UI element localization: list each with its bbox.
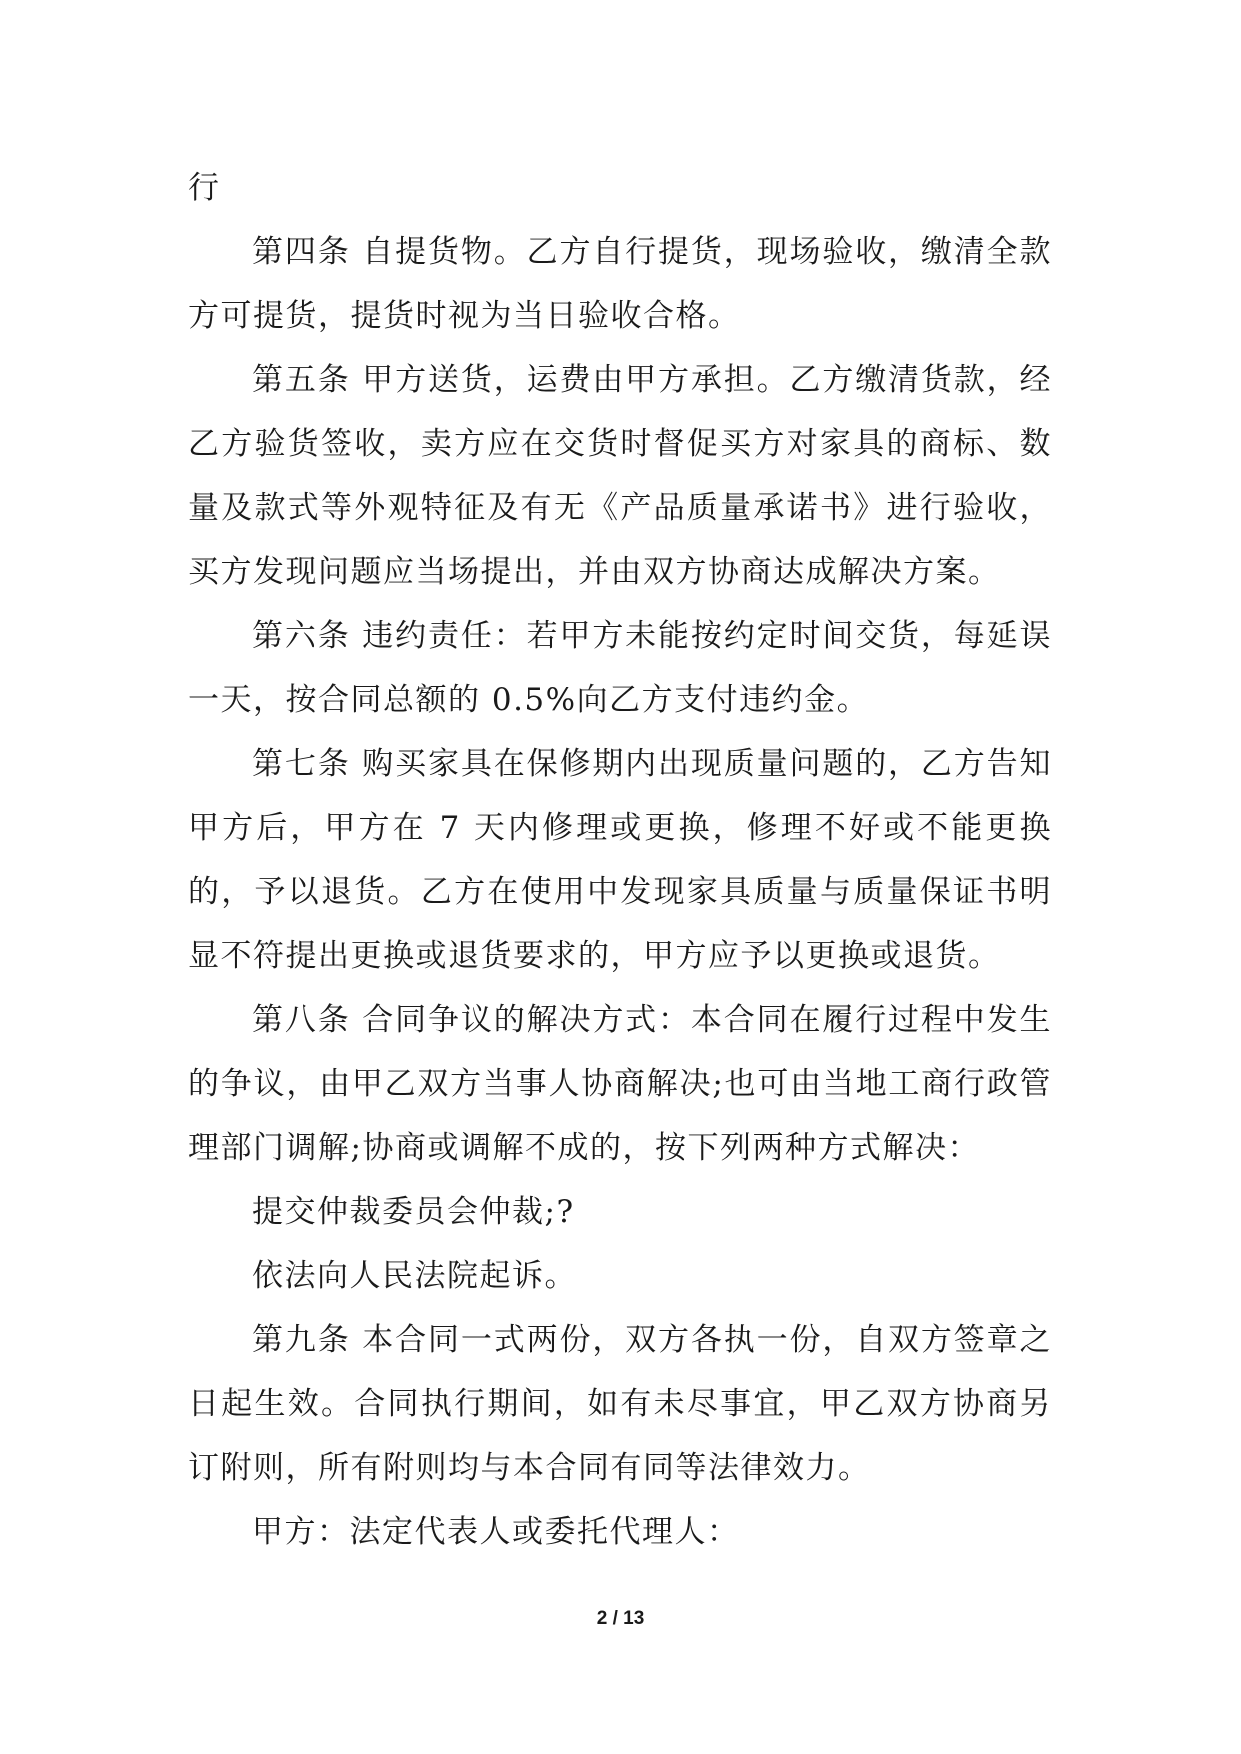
paragraph-article-5: 第五条 甲方送货，运费由甲方承担。乙方缴清货款，经乙方验货签收，卖方应在交货时督促买方对家具的商标、数量及款式等外观特征及有无《产品质量承诺书》进行验收，买方发现问题应当场提出，并由双方协商达成解决方案。 bbox=[188, 362, 1052, 590]
paragraph-option-lawsuit: 依法向人民法院起诉。 bbox=[252, 1258, 577, 1294]
paragraph-continuation: 行 bbox=[188, 170, 221, 206]
paragraph-article-9: 第九条 本合同一式两份，双方各执一份，自双方签章之日起生效。合同执行期间，如有未尽事宜，甲乙双方协商另订附则，所有附则均与本合同有同等法律效力。 bbox=[188, 1322, 1052, 1486]
paragraph-party-a-signature: 甲方：法定代表人或委托代理人： bbox=[252, 1514, 740, 1550]
document-body bbox=[188, 156, 1052, 1564]
paragraph-article-4: 第四条 自提货物。乙方自行提货，现场验收，缴清全款方可提货，提货时视为当日验收合格。 bbox=[188, 234, 1052, 334]
paragraph-article-8: 第八条 合同争议的解决方式：本合同在履行过程中发生的争议，由甲乙双方当事人协商解决;也可由当地工商行政管理部门调解;协商或调解不成的，按下列两种方式解决： bbox=[188, 1002, 1052, 1166]
paragraph-article-6: 第六条 违约责任：若甲方未能按约定时间交货，每延误一天，按合同总额的 0.5%向乙方支付违约金。 bbox=[188, 618, 1052, 718]
page-number: 2 / 13 bbox=[596, 1608, 645, 1629]
paragraph-article-7: 第七条 购买家具在保修期内出现质量问题的，乙方告知甲方后，甲方在 7 天内修理或更换，修理不好或不能更换的，予以退货。乙方在使用中发现家具质量与质量保证书明显不符提出更换或退货要求的，甲方应予以更换或退货。 bbox=[188, 746, 1052, 974]
paragraph-option-arbitration: 提交仲裁委员会仲裁;? bbox=[252, 1194, 575, 1230]
